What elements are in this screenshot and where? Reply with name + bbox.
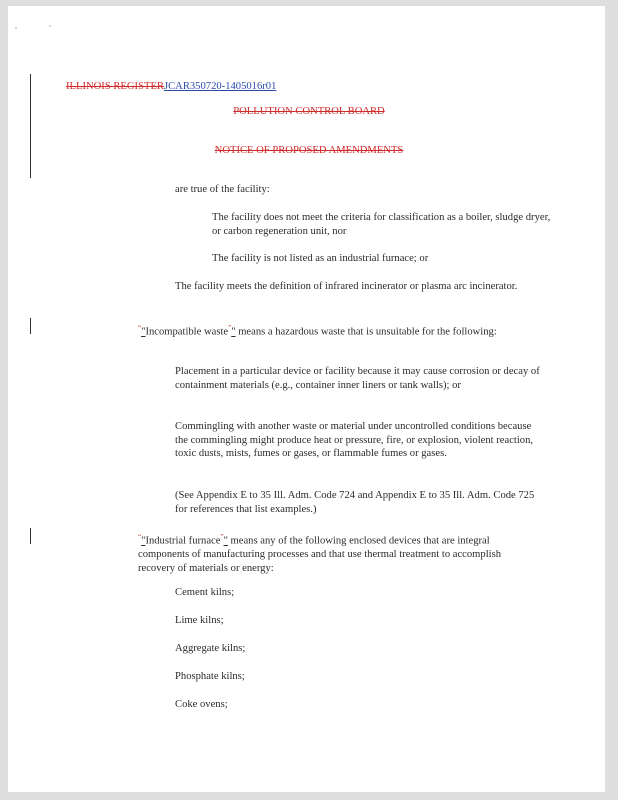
- inserted-document-id: JCAR350720-1405016r01: [163, 81, 277, 92]
- deleted-board-name: POLLUTION CONTROL BOARD: [233, 106, 385, 117]
- paragraph: The facility does not meet the criteria for classification as a boiler, sludge dryer, or carbon regeneration unit, nor: [212, 212, 551, 237]
- definition-text: means any of the following enclosed devices that are integral components of manufacturing processes and that use thermal treatment to accomplish recovery of materials or energy:: [138, 535, 502, 574]
- paragraph: (See Appendix E to 35 Ill. Adm. Code 724 and Appendix E to 35 Ill. Adm. Code 725 for references that list examples.): [175, 490, 535, 515]
- inserted-quote: ": [231, 326, 236, 338]
- paragraph: Placement in a particular device or facility because it may cause corrosion or decay of containment materials (e.g., container inner liners or tank walls); or: [175, 366, 540, 391]
- inserted-quote: ": [223, 535, 228, 547]
- deleted-notice-title: NOTICE OF PROPOSED AMENDMENTS: [214, 145, 404, 156]
- change-bar: [30, 318, 31, 334]
- document-page: [8, 6, 605, 792]
- deleted-quote: “: [138, 533, 142, 541]
- change-bar: [30, 74, 31, 178]
- scan-speck: [15, 27, 17, 29]
- list-item: Lime kilns;: [175, 615, 224, 626]
- list-item: Aggregate kilns;: [175, 643, 246, 654]
- definition-incompatible-waste: [138, 322, 518, 339]
- inserted-quote: ": [141, 535, 146, 547]
- deleted-quote: “: [138, 324, 142, 332]
- paragraph: The facility is not listed as an industrial furnace; or: [212, 253, 429, 264]
- paragraph: are true of the facility:: [175, 184, 270, 195]
- deleted-quote: ”: [228, 324, 232, 332]
- change-bar: [30, 528, 31, 544]
- definition-text: means a hazardous waste that is unsuitable for the following:: [235, 326, 497, 338]
- deleted-register-header: ILLINOIS REGISTER: [66, 81, 164, 92]
- defined-term: Incompatible waste: [145, 326, 229, 338]
- inserted-quote: ": [141, 326, 146, 338]
- scan-speck: [49, 25, 51, 27]
- list-item: Coke ovens;: [175, 699, 228, 710]
- deleted-quote: ”: [220, 533, 224, 541]
- paragraph: Commingling with another waste or material under uncontrolled conditions because the commingling might produce heat or pressure, fire, or explosion, violent reaction, toxic dusts, mists, fumes or gases, or flammable fumes or gases.: [175, 421, 534, 460]
- list-item: Cement kilns;: [175, 587, 235, 598]
- defined-term: Industrial furnace: [145, 535, 221, 547]
- paragraph: The facility meets the definition of infrared incinerator or plasma arc incinerator.: [175, 281, 518, 292]
- definition-industrial-furnace: [138, 531, 538, 575]
- list-item: Phosphate kilns;: [175, 671, 245, 682]
- running-header: [66, 80, 276, 94]
